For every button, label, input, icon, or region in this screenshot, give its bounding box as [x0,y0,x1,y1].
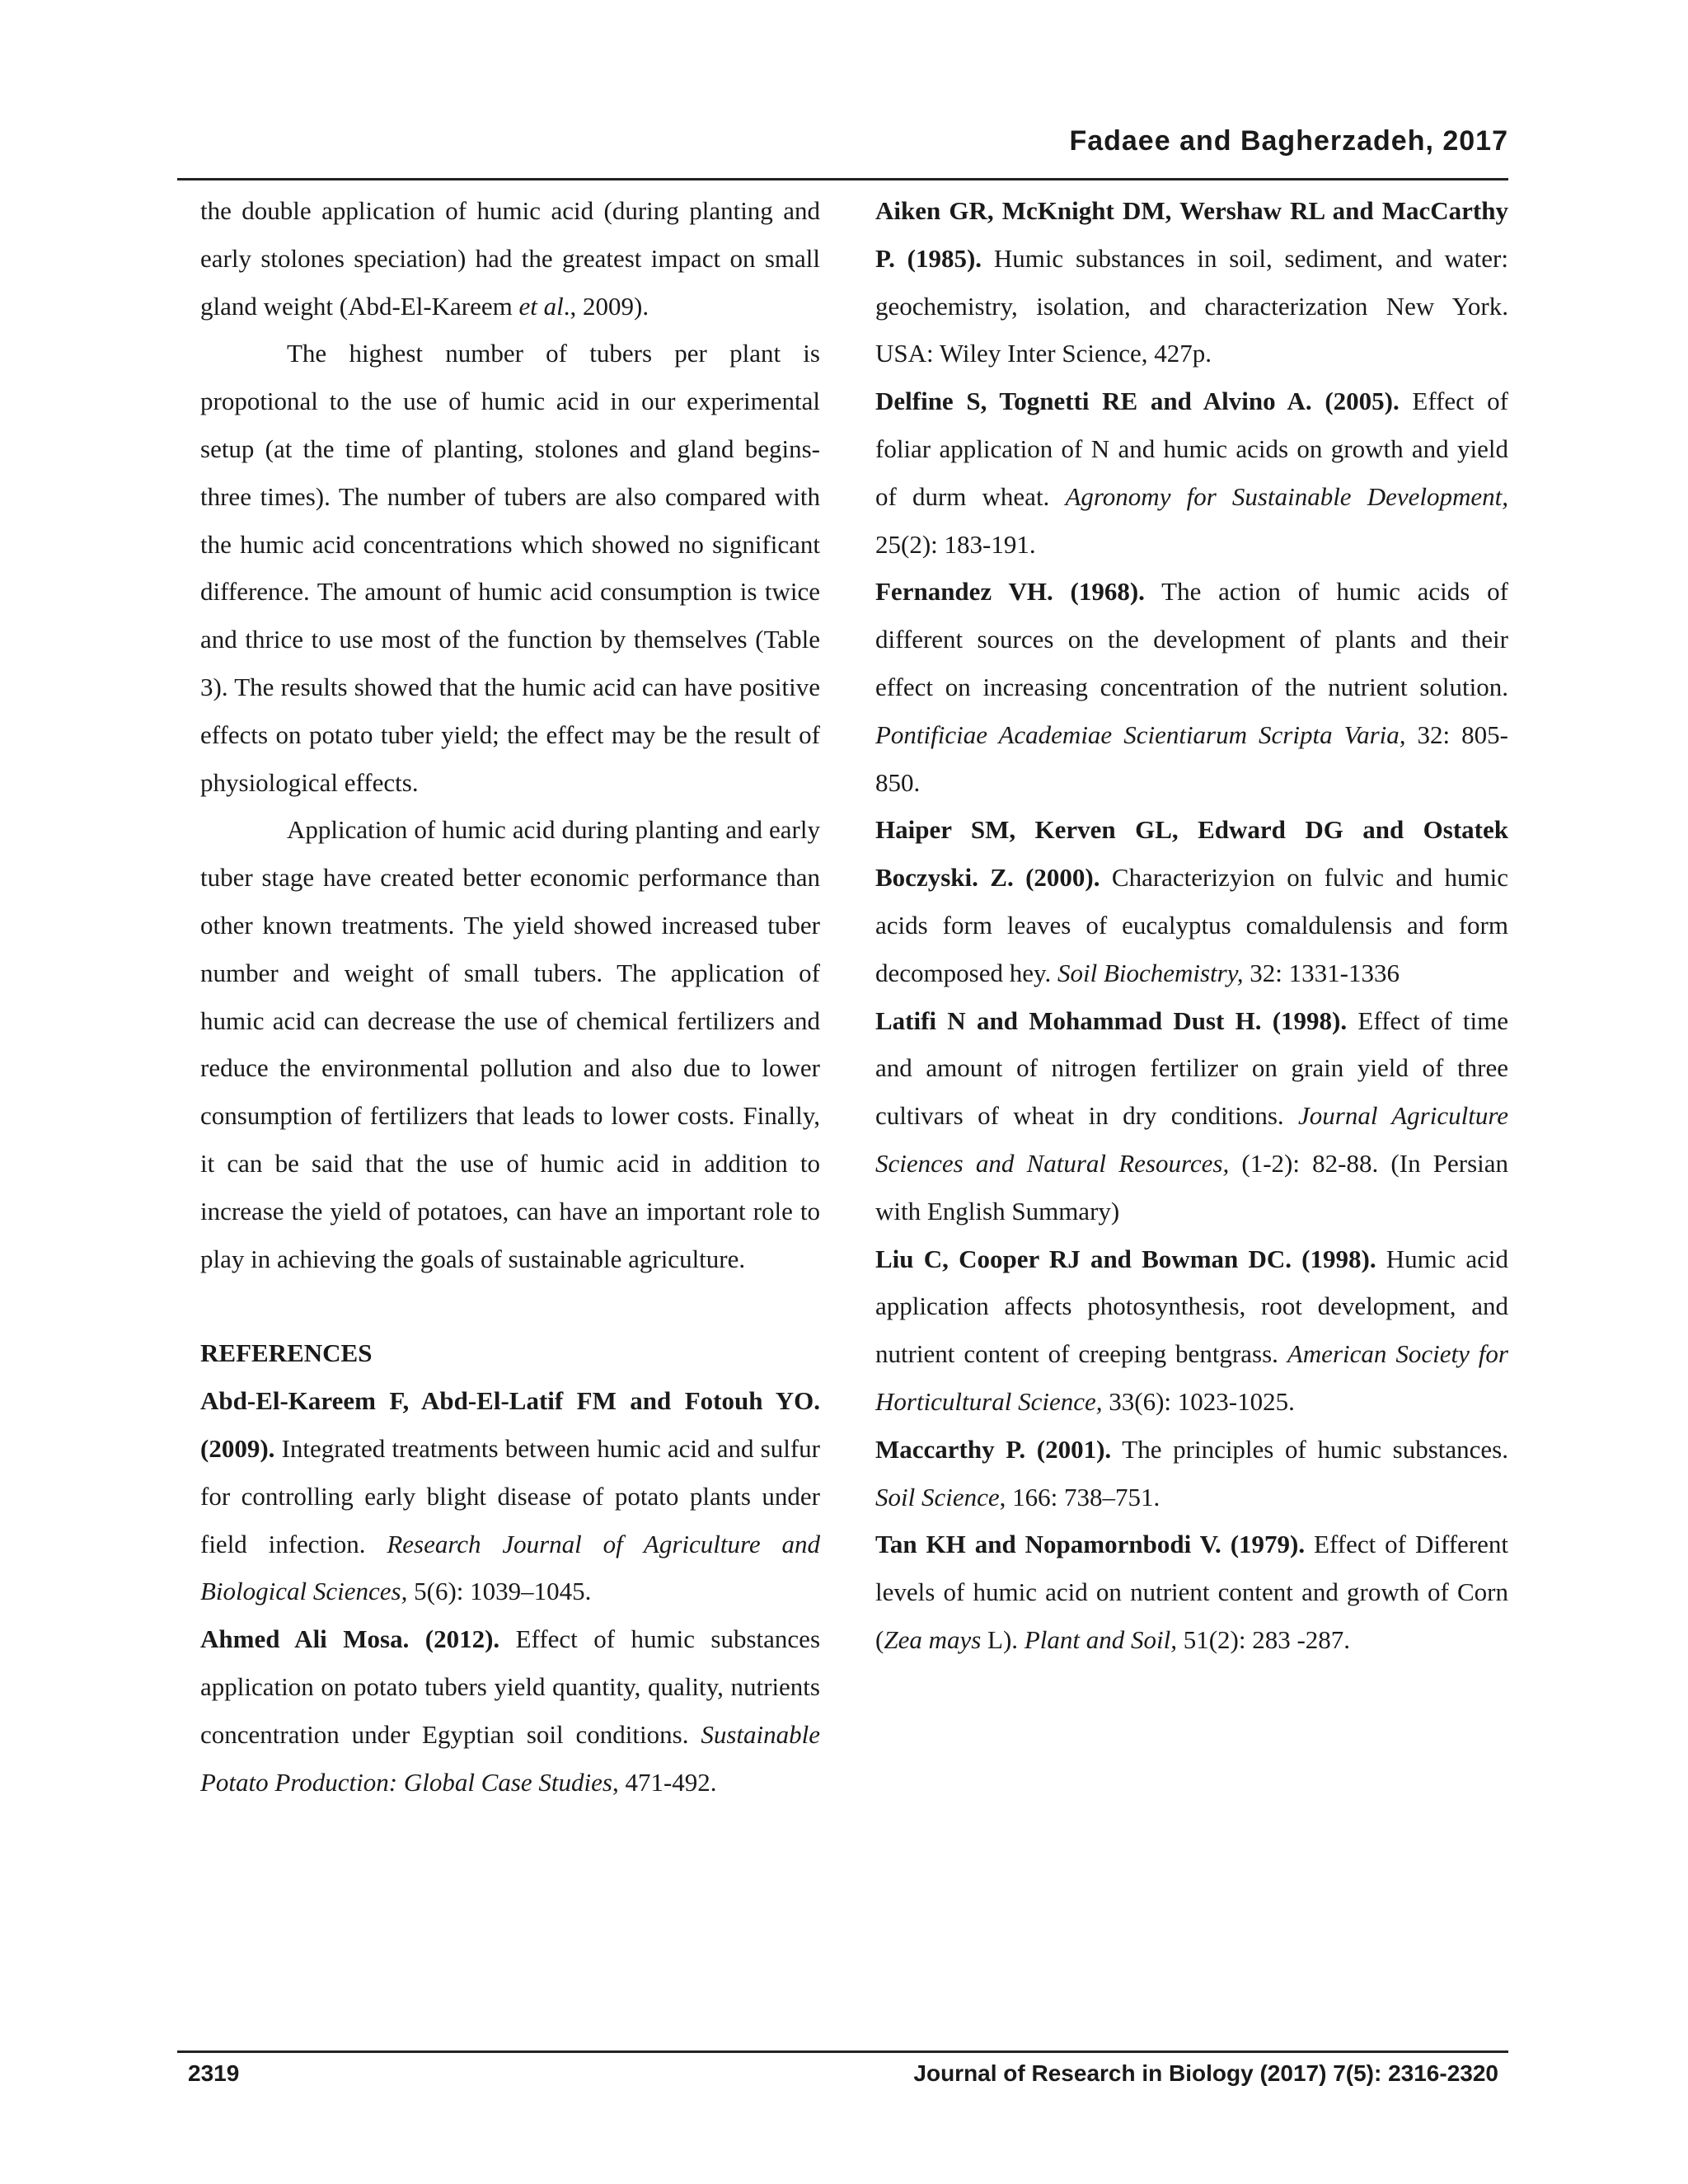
ref-title: Characterizyion on fulvic and humic acids form leaves of eucalyptus comaldulensis and form decomposed hey. [875,863,1509,987]
ref-authors: Liu C, Cooper RJ and Bowman DC. (1998). [875,1244,1376,1273]
ref-text: L). [981,1624,1025,1654]
ref-species: Zea mays [884,1624,982,1654]
p1-text-end: ., 2009). [563,291,649,321]
ref-title: Effect of foliar application of N and humic acids on growth and yield of durm wheat. [875,387,1508,511]
reference-item [875,997,1508,1235]
ref-authors: Delfine S, Tognetti RE and Alvino A. (2005). [875,387,1400,416]
reference-item [875,187,1508,377]
p1-text: the double application of humic acid (during planting and early stolones speciation) had the greatest impact on small gland weight (Abd-El-Kareem [200,196,820,321]
ref-title: Effect of Different levels of humic acid on nutrient content and growth of Corn ( [875,1530,1508,1654]
reference-item [875,377,1508,568]
ref-authors: Aiken GR, McKnight DM, Wershaw RL and MacCarthy P. (1985). [875,196,1508,273]
ref-details: , 166: 738–751. [999,1482,1160,1511]
header-rule [177,178,1508,180]
ref-details: 32: 805-850. [875,719,1508,797]
ref-journal: American Society for Horticultural Science, [875,1339,1508,1416]
ref-journal: Journal Agriculture Sciences and Natural Resources, [875,1101,1508,1178]
ref-details: , 471-492. [612,1767,717,1797]
ref-journal: Pontificiae Academiae Scientiarum Scripta Varia, [875,719,1406,749]
reference-item [875,1235,1508,1426]
body-paragraph-3: Application of humic acid during planting and early tuber stage have created better economic performance than other known treatments. The yield showed increased tuber number and weight of small tubers. The application of humic acid can decrease the use of chemical fertilizers and reduce the environmental pollution and also due to lower consumption of fertilizers that leads to lower costs. Finally, it can be said that the use of humic acid in addition to increase the yield of potatoes, can have an important role to play in achieving the goals of sustainable agriculture. [200,815,820,1273]
ref-journal: Research Journal of Agriculture and Biological Sciences, [200,1529,820,1606]
ref-title: The action of humic acids of different sources on the development of plants and their effect on increasing concentration of the nutrient solution. [875,577,1508,701]
ref-title: Humic substances in soil, sediment, and water: geochemistry, isolation, and characterization New York. USA: Wiley Inter Science, 427p. [875,243,1508,368]
ref-title: The principles of humic substances. [1111,1434,1508,1464]
ref-authors: Fernandez VH. (1968). [875,577,1145,607]
reference-item [875,806,1508,996]
ref-authors: Latifi N and Mohammad Dust H. (1998). [875,1005,1348,1035]
reference-item [875,1521,1508,1663]
p1-italic: et al [518,291,564,321]
right-column [875,187,1508,1664]
body-paragraph-2: The highest number of tubers per plant is propotional to the use of humic acid in our experimental setup (at the time of planting, stolones and gland begins-three times). The number of tubers are also compared with the humic acid concentrations which showed no significant difference. The amount of humic acid consumption is twice and thrice to use most of the function by themselves (Table 3). The results showed that the humic acid can have positive effects on potato tuber yield; the effect may be the result of physiological effects. [200,339,820,797]
reference-item [200,1377,820,1615]
ref-title: Effect of time and amount of nitrogen fertilizer on grain yield of three cultivars of wheat in dry conditions. [875,1005,1508,1131]
journal-citation: Journal of Research in Biology (2017) 7(5): 2316-2320 [913,2060,1498,2086]
ref-journal: Sustainable Potato Production: Global Case Studies [200,1719,820,1797]
page-number: 2319 [188,2060,240,2086]
ref-details: 51(2): 283 -287. [1176,1624,1351,1654]
page-footer [188,2060,1498,2093]
footer-rule [177,2050,1508,2053]
reference-item [200,1615,820,1806]
ref-authors: Tan KH and Nopamornbodi V. (1979). [875,1530,1306,1559]
ref-details: 5(6): 1039–1045. [407,1577,592,1606]
ref-details: (1-2): 82-88. (In Persian with English Summary) [875,1148,1509,1226]
ref-journal: Soil Science [875,1482,1000,1511]
running-title: Fadaee and Bagherzadeh, 2017 [1069,125,1508,157]
ref-title: Humic acid application affects photosynthesis, root development, and nutrient content of creeping bentgrass. [875,1244,1508,1369]
ref-authors: Maccarthy P. (2001). [875,1434,1112,1464]
ref-details: 33(6): 1023-1025. [1102,1386,1295,1416]
reference-item [875,568,1508,806]
ref-journal: Agronomy for Sustainable Development, [1065,481,1508,511]
ref-authors: Haiper SM, Kerven GL, Edward DG and Ostatek Boczyski. Z. (2000). [875,815,1508,893]
body-paragraph-1 [200,187,820,330]
ref-details: 25(2): 183-191. [875,529,1036,559]
reference-item [875,1426,1508,1521]
ref-journal: Plant and Soil, [1024,1624,1177,1654]
ref-title: Effect of humic substances application on potato tubers yield quantity, quality, nutrients concentration under Egyptian soil conditions. [200,1624,821,1749]
references-heading: REFERENCES [200,1338,373,1368]
ref-authors: Abd-El-Kareem F, Abd-El-Latif FM and Fotouh YO. (2009). [200,1386,820,1463]
ref-journal: Soil Biochemistry, [1057,958,1244,987]
ref-authors: Ahmed Ali Mosa. (2012). [200,1624,500,1654]
ref-title: Integrated treatments between humic acid and sulfur for controlling early blight disease of potato plants under field infection. [200,1433,820,1558]
ref-details: 32: 1331-1336 [1243,958,1400,987]
left-column [200,187,820,1806]
